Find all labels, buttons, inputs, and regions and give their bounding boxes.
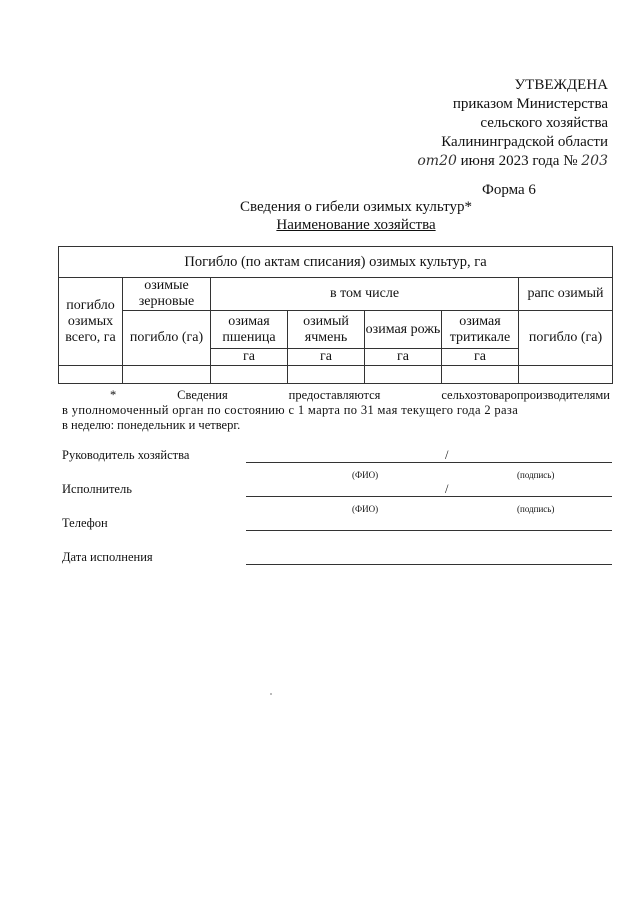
footnote-line1 [62,388,610,403]
data-cell-rye[interactable] [365,366,442,384]
form-title: Сведения о гибели озимых культур* [239,199,473,215]
footnote-line3: в неделю: понедельник и четверг. [62,418,241,432]
executor-slash: / [445,482,449,496]
phone-line[interactable] [246,530,612,531]
approval-line3: сельского хозяйства [480,115,608,131]
col-grain-dead: погибло (га) [123,311,211,366]
footnote-star: * [110,388,117,402]
executor-sign-caption: (подпись) [517,504,555,514]
approval-number: 203 [581,153,608,169]
col-total-dead: погибло озимых всего, га [59,278,123,366]
col-winter-rape: рапс озимый [519,278,613,311]
approval-line4: Калининградской области [441,134,608,150]
data-cell-total[interactable] [59,366,123,384]
data-cell-rape[interactable] [519,366,613,384]
col-rye: озимая рожь [365,311,442,349]
data-cell-triticale[interactable] [442,366,519,384]
head-sign-caption: (подпись) [517,470,555,480]
footnote-word1: Сведения [177,388,228,402]
date-line[interactable] [246,564,612,565]
data-cell-wheat[interactable] [211,366,288,384]
unit-rye: га [365,349,442,366]
executor-label: Исполнитель [62,482,132,496]
data-cell-grain[interactable] [123,366,211,384]
footnote-word2: предоставляются [288,388,381,402]
approval-line1: УТВЕЖДЕНА [514,77,608,93]
scan-speck [270,693,272,695]
head-label: Руководитель хозяйства [62,448,190,462]
approval-date-prefix: от [417,153,440,169]
footnote [62,388,610,433]
head-fio-caption: (ФИО) [352,470,379,480]
date-label: Дата исполнения [62,550,153,564]
data-cell-barley[interactable] [288,366,365,384]
approval-stamp [368,76,608,171]
executor-fio-caption: (ФИО) [352,504,379,514]
losses-table [58,246,613,384]
col-including: в том числе [211,278,519,311]
col-winter-grain: озимые зерновые [123,278,211,311]
form-title-block [0,198,640,234]
unit-barley: га [288,349,365,366]
col-rape-dead: погибло (га) [519,311,613,366]
unit-wheat: га [211,349,288,366]
footnote-word3: сельхозтоваропроизводителями [441,388,610,402]
executor-signature-line[interactable] [246,496,612,497]
head-slash: / [445,448,449,462]
phone-label: Телефон [62,516,108,530]
farm-name-label: Наименование хозяйства [276,217,436,233]
approval-date-day: 20 [439,153,457,169]
table-header-main: Погибло (по актам списания) озимых культур, га [59,247,613,278]
approval-date-text: июня 2023 года № [460,153,578,169]
col-wheat: озимая пшеница [211,311,288,349]
approval-line2: приказом Министерства [452,96,608,112]
head-signature-line[interactable] [246,462,612,463]
unit-triticale: га [442,349,519,366]
form-number: Форма 6 [482,182,536,198]
col-triticale: озимая тритикале [442,311,519,349]
approval-date-line [368,152,608,171]
col-barley: озимый ячмень [288,311,365,349]
footnote-line2: в уполномоченный орган по состоянию с 1 марта по 31 мая текущего года 2 раза [62,403,519,417]
